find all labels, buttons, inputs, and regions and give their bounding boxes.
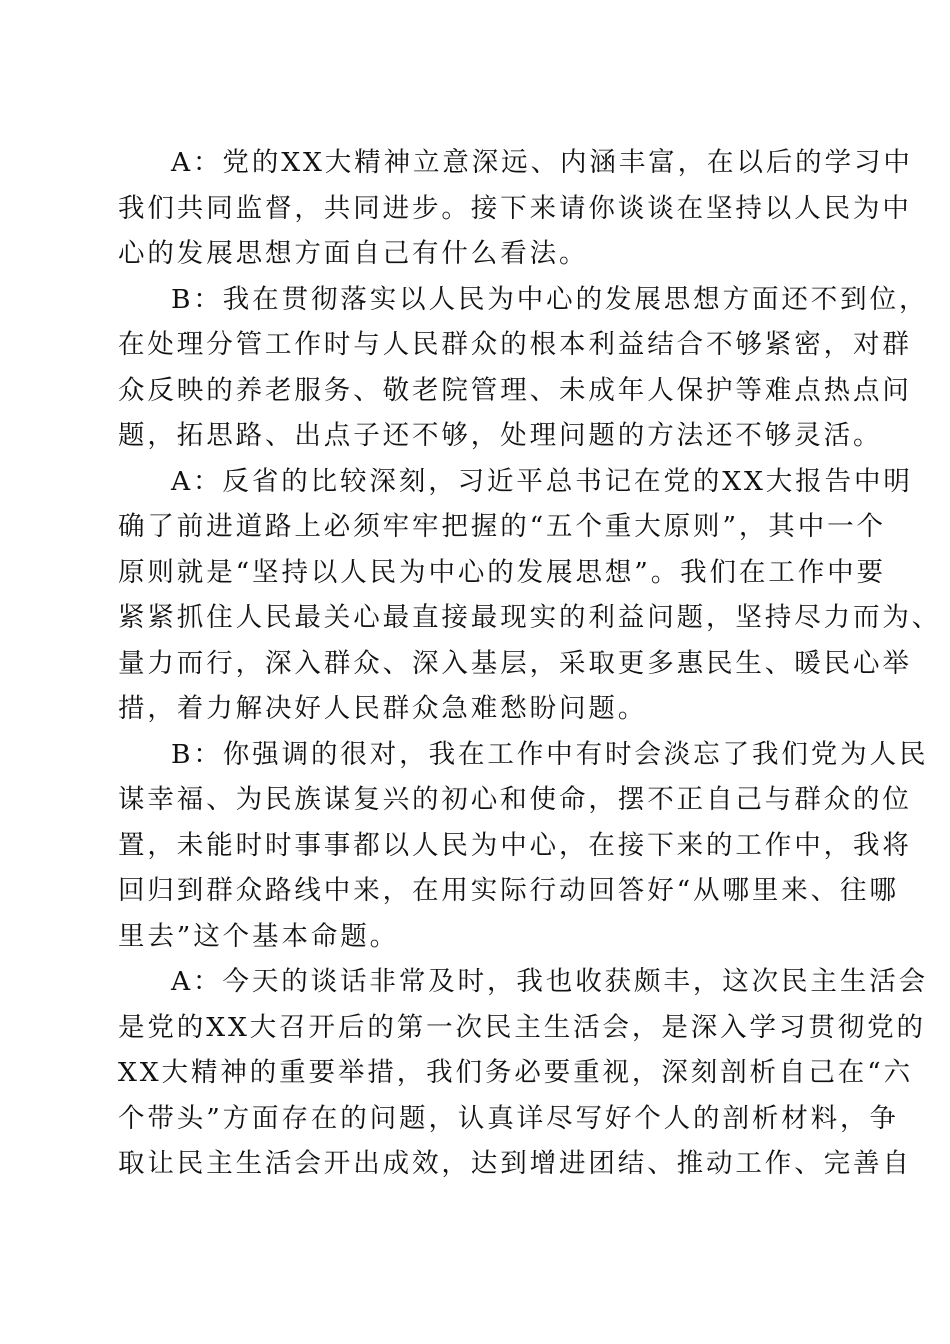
text-line: A：反省的比较深刻，习近平总书记在党的XX大报告中明 (171, 465, 913, 497)
text-line: 里去”这个基本命题。 (118, 920, 400, 952)
text-line: XX大精神的重要举措，我们务必要重视，深刻剖析自己在“六 (118, 1057, 913, 1088)
text-line: 谋幸福、为民族谋复兴的初心和使命，摆不正自己与群众的位 (118, 784, 912, 815)
dialogue-paragraph (118, 277, 929, 459)
text-line: 置，未能时时事事都以人民为中心，在接下来的工作中，我将 (118, 829, 912, 861)
text-line: 个带头”方面存在的问题，认真详尽写好个人的剖析材料，争 (118, 1102, 899, 1134)
text-line: 原则就是“坚持以人民为中心的发展思想”。我们在工作中要 (118, 556, 886, 588)
text-line: 确了前进道路上必须牢牢把握的“五个重大原则”，其中一个 (118, 511, 886, 542)
text-line: B：你强调的很对，我在工作中有时会淡忘了我们党为人民 (171, 738, 929, 770)
text-line: 在处理分管工作时与人民群众的根本利益结合不够紧密，对群 (118, 329, 912, 360)
dialogue-paragraph (118, 459, 942, 732)
text-line: 我们共同监督，共同进步。接下来请你谈谈在坚持以人民为中 (118, 192, 912, 224)
document-body (118, 140, 942, 1187)
text-line: 是党的XX大召开后的第一次民主生活会，是深入学习贯彻党的 (118, 1011, 926, 1043)
text-line: 紧紧抓住人民最关心最直接最现实的利益问题，坚持尽力而为、 (118, 602, 942, 633)
text-line: B：我在贯彻落实以人民为中心的发展思想方面还不到位， (171, 283, 929, 315)
text-line: 心的发展思想方面自己有什么看法。 (118, 238, 589, 269)
text-line: 题，拓思路、出点子还不够，处理问题的方法还不够灵活。 (118, 420, 883, 451)
text-line: 回归到群众路线中来，在用实际行动回答好“从哪里来、往哪 (118, 875, 899, 906)
text-line: 众反映的养老服务、敬老院管理、未成年人保护等难点热点问 (118, 374, 912, 406)
text-line: 措，着力解决好人民群众急难愁盼问题。 (118, 693, 648, 724)
text-line: A：党的XX大精神立意深远、内涵丰富，在以后的学习中 (171, 147, 913, 178)
text-line: 取让民主生活会开出成效，达到增进团结、推动工作、完善自 (118, 1148, 912, 1179)
dialogue-paragraph (118, 140, 913, 277)
dialogue-paragraph (118, 732, 929, 960)
text-line: 量力而行，深入群众、深入基层，采取更多惠民生、暖民心举 (118, 647, 912, 679)
text-line: A：今天的谈话非常及时，我也收获颇丰，这次民主生活会 (171, 966, 929, 997)
dialogue-paragraph (118, 959, 929, 1187)
